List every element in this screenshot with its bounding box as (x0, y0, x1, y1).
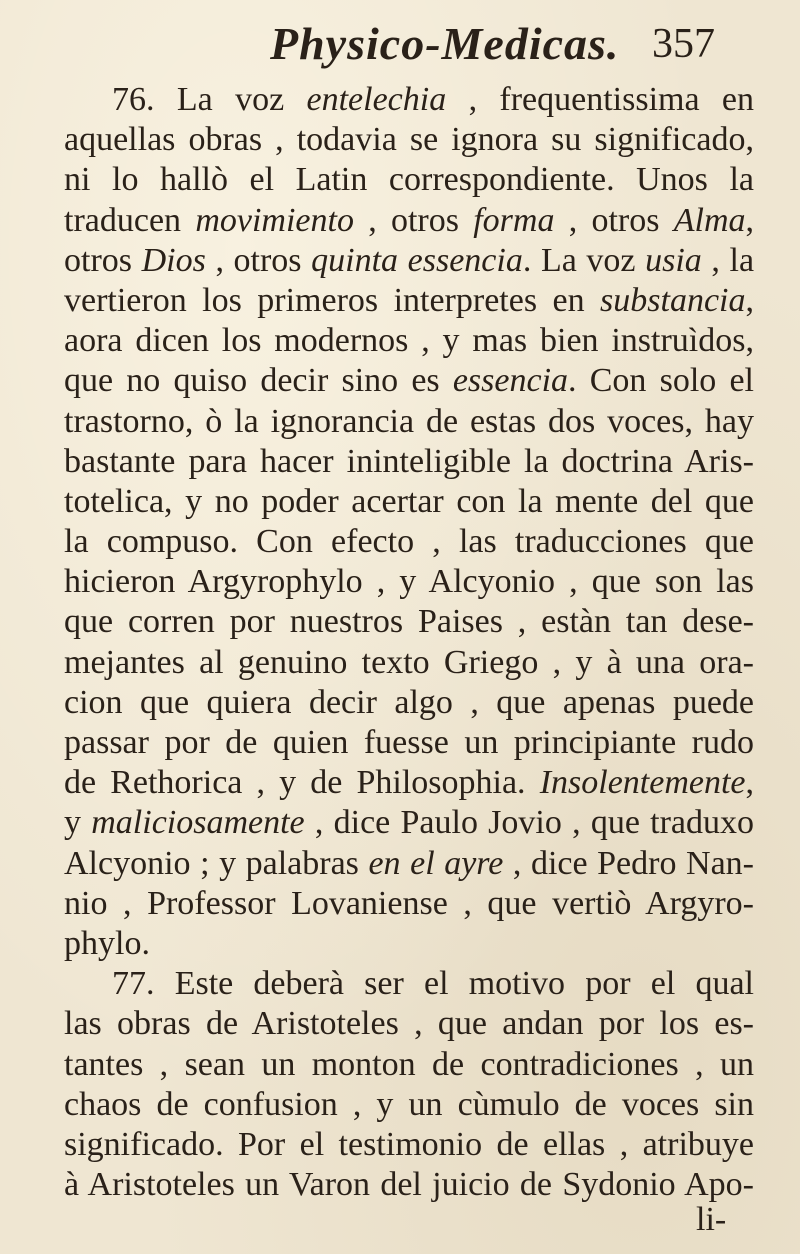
running-head: Physico-Medicas. (270, 18, 620, 69)
text-line: otros Dios , otros quinta essencia. La voz usia , la (64, 241, 755, 279)
text-line: las obras de Aristoteles , que andan por los es- (64, 1005, 754, 1043)
text-line: passar por de quien fuesse un principiante rudo (64, 724, 754, 761)
text-line: y maliciosamente , dice Paulo Jovio , que traduxo (64, 804, 755, 842)
text-line: traducen movimiento , otros forma , otros Alma, (64, 201, 755, 239)
text-line (64, 80, 754, 120)
text-line: trastorno, ò la ignorancia de estas dos voces, hay (64, 402, 754, 440)
text-line: aora dicen los modernos , y mas bien instruìdos, (64, 322, 754, 360)
text-line: de Rethorica , y de Philosophia. Insolentemente, (64, 764, 754, 802)
text-line: chaos de confusion , y un cùmulo de voces sin (64, 1085, 754, 1123)
text-line: ni lo hallò el Latin correspondiente. Unos la (64, 161, 754, 199)
text-line: cion que quiera decir algo , que apenas puede (64, 683, 754, 721)
text-line: mejantes al genuino texto Griego , y à una ora- (64, 643, 754, 681)
text-line: totelica, y no poder acertar con la mente del que (64, 482, 754, 520)
text-line: phylo. (64, 924, 150, 962)
text-line: vertieron los primeros interpretes en substancia, (64, 281, 754, 319)
text-line (64, 964, 754, 1004)
catchword: li- (696, 1201, 727, 1238)
text-line: nio , Professor Lovaniense , que vertiò Argyro- (64, 884, 754, 922)
line-text: Este deberà ser el motivo por el qual (174, 965, 754, 1003)
text-line: que corren por nuestros Paises , estàn tan dese- (64, 603, 754, 641)
text-line: que no quiso decir sino es essencia. Con solo el (64, 362, 754, 400)
line-text: La voz entelechia , frequentissima en (176, 81, 755, 118)
page-number: 357 (652, 21, 715, 67)
text-line: Alcyonio ; y palabras en el ayre , dice Pedro Nan- (64, 844, 754, 882)
text-line: aquellas obras , todavia se ignora su significado, (64, 121, 754, 159)
paragraph-number: 76. (112, 81, 155, 118)
text-line: bastante para hacer ininteligible la doctrina Aris- (64, 442, 754, 480)
text-line: tantes , sean un monton de contradiciones , un (64, 1045, 754, 1083)
text-line: hicieron Argyrophylo , y Alcyonio , que son las (64, 563, 754, 601)
body-text (64, 80, 754, 1205)
text-line: la compuso. Con efecto , las traducciones que (64, 523, 754, 561)
text-line: significado. Por el testimonio de ellas , atribuye (64, 1125, 754, 1163)
text-line: à Aristoteles un Varon del juicio de Sydonio Apo- (64, 1166, 754, 1204)
page-header (0, 14, 800, 74)
paragraph-number: 77. (112, 965, 155, 1003)
